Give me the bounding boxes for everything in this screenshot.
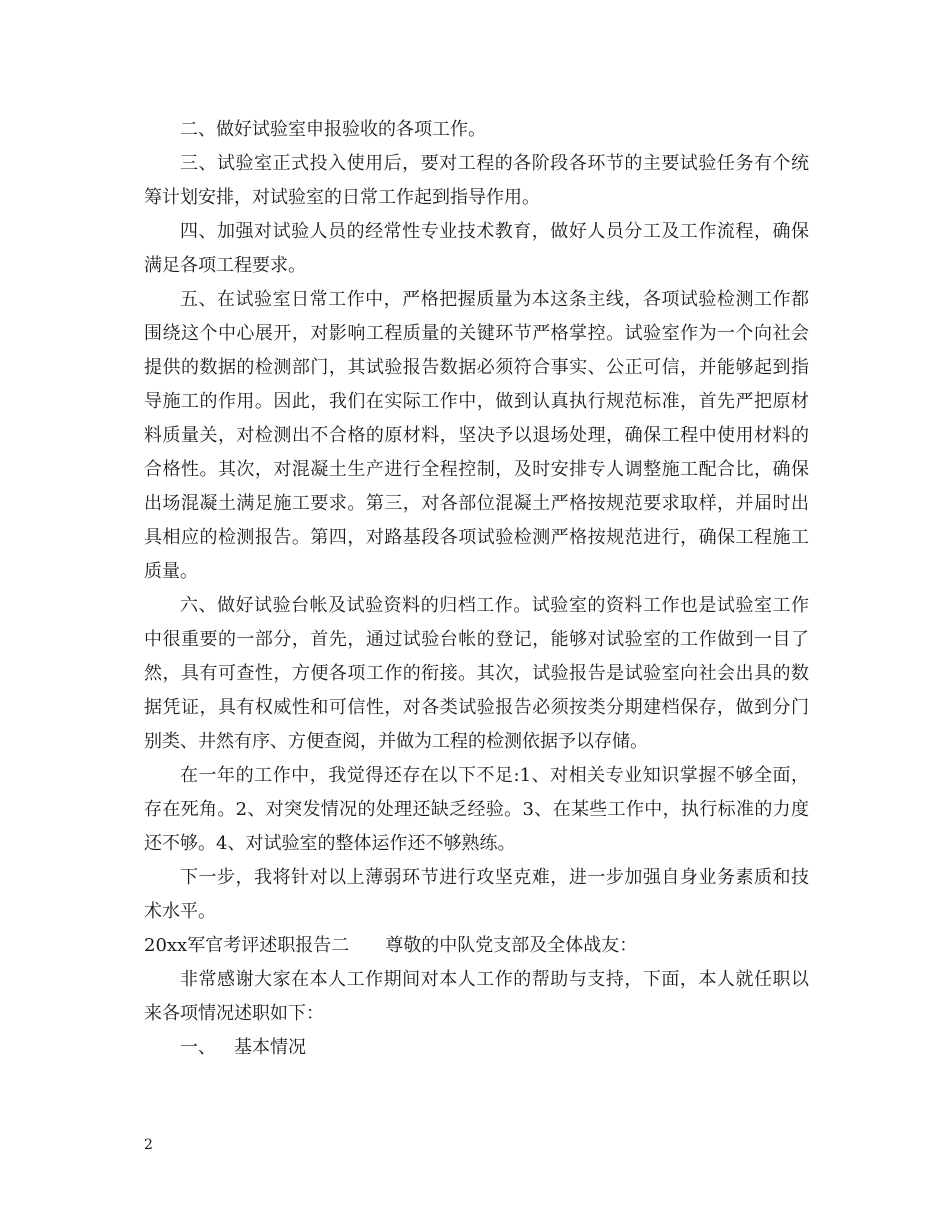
paragraph-6: 在一年的工作中，我觉得还存在以下不足:1、对相关专业知识掌握不够全面，存在死角。2、对突发情况的处理还缺乏经验。3、在某些工作中，执行标准的力度还不够。4、对试验室的整体运作还不够熟练。 xyxy=(144,765,809,854)
report-heading-line xyxy=(144,929,809,963)
paragraph-3: 四、加强对试验人员的经常性专业技术教育，做好人员分工及工作流程，确保满足各项工程要求。 xyxy=(144,221,809,276)
page-number: 2 xyxy=(144,1137,153,1153)
report-title: 20xx军官考评述职报告二 xyxy=(144,935,350,956)
paragraph-1: 二、做好试验室申报验收的各项工作。 xyxy=(180,119,486,140)
salutation: 尊敬的中队党支部及全体战友： xyxy=(385,935,638,956)
section-number: 一、 xyxy=(180,1037,216,1058)
paragraph-8: 非常感谢大家在本人工作期间对本人工作的帮助与支持，下面，本人就任职以来各项情况述职如下： xyxy=(144,969,809,1024)
paragraph-4: 五、在试验室日常工作中，严格把握质量为本这条主线，各项试验检测工作都围绕这个中心展开，对影响工程质量的关键环节严格掌控。试验室作为一个向社会提供的数据的检测部门，其试验报告数据必须符合事实、公正可信，并能够起到指导施工的作用。因此，我们在实际工作中，做到认真执行规范标准，首先严把原材料质量关，对检测出不合格的原材料，坚决予以退场处理，确保工程中使用材料的合格性。其次，对混凝土生产进行全程控制，及时安排专人调整施工配合比，确保出场混凝土满足施工要求。第三，对各部位混凝土严格按规范要求取样，并届时出具相应的检测报告。第四，对路基段各项试验检测严格按规范进行，确保工程施工质量。 xyxy=(144,289,809,582)
document-body xyxy=(144,113,809,1065)
paragraph-2: 三、试验室正式投入使用后，要对工程的各阶段各环节的主要试验任务有个统筹计划安排，对试验室的日常工作起到指导作用。 xyxy=(144,153,809,208)
section-title: 基本情况 xyxy=(234,1037,306,1058)
paragraph-7: 下一步，我将针对以上薄弱环节进行攻坚克难，进一步加强自身业务素质和技术水平。 xyxy=(144,867,809,922)
paragraph-5: 六、做好试验台帐及试验资料的归档工作。试验室的资料工作也是试验室工作中很重要的一部分，首先，通过试验台帐的登记，能够对试验室的工作做到一目了然，具有可查性，方便各项工作的衔接。其次，试验报告是试验室向社会出具的数据凭证，具有权威性和可信性，对各类试验报告必须按类分期建档保存，做到分门别类、井然有序、方便查阅，并做为工程的检测依据予以存储。 xyxy=(144,595,809,752)
section-heading xyxy=(144,1031,809,1065)
